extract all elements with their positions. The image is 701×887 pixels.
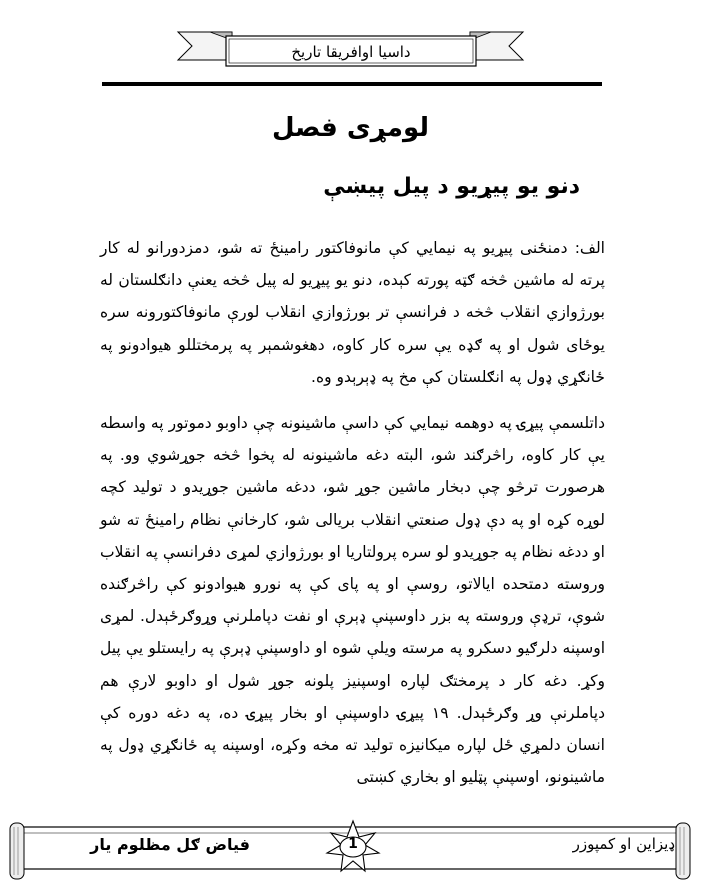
page-number: 1 — [348, 836, 358, 852]
page-footer — [0, 815, 701, 887]
page-header — [0, 0, 701, 100]
chapter-title: لومړی فصل — [271, 113, 430, 143]
header-title: داسیا اوافریقا تاریخ — [291, 43, 411, 61]
paragraph-1: الف: دمنځنی پیړیو په نیمایي کې مانوفاکتور رامینځ ته شو، دمزدورانو له کار پرته له ماشین څخه ګټه پورته کېده، دنو یو پیړیو له پیل څخه یعنې دانګلستان له بورژوازي انقلاب څخه د فرانسې تر بورژوازي انقلاب لورې مانوفاکتورونه سره یوځای شول او په ګډه یې سره کار کاوه، دهغوشمېر په پرمختللو هیوادونو په ځانګړي ډول په انګلستان کې مخ په ډېرېدو وه. — [100, 239, 605, 386]
header-rule — [102, 82, 602, 86]
footer-designer-label: ډیزاین او کمپوزر — [572, 835, 675, 853]
footer-author: فیاض ګل مظلوم یار — [90, 835, 250, 854]
paragraph-2: داتلسمې پیړۍ په دوهمه نیمایي کې داسې ماشینونه چې داوبو دموتور په واسطه یې کار کاوه، راڅرګند شو، البته دغه ماشینونه له پخوا څخه جوړشوي وو. په هرصورت ترڅو چې دبخار ماشین جوړ شو، ددغه ماشین جوړیدو د تولید کچه لوړه کړه او په دې ډول صنعتي انقلاب بریالی شو، کارخانې نظام رامینځ ته شو او ددغه نظام په جوړیدو لو سره پرولتاریا او بورژوازي لمړی دفرانسې په انقلاب وروسته دمتحده ایالاتو، روسې او په پای کې په نورو هیوادونو کې راڅرګنده شوې، ترډې وروسته په بزر داوسپنې ډېرې او نفت دپاملرنې وړوګرځېدل. لمړی اوسپنه دلرګیو دسکرو په مرسته ویلې شوه او داوسپنې ډېرې په رایستلو یې پیل وکړ. دغه کار د پرمختګ لپاره اوسپنیز پلونه جوړ شول او داوبو لارې هم دپاملرنې وړ وګرځېدل. ۱۹ پیړۍ داوسپنې او بخار پیړۍ ده، په دغه دوره کې انسان دلمړي ځل لپاره میکانیزه تولید ته مخه وکړه، اوسپنه په ځانګړي ډول په ماشینونو، اوسپنې پټلیو او بخاري کښتی — [100, 414, 605, 787]
body-text — [100, 232, 605, 793]
section-title: دنو یو پیړیو د پیل پیښې — [323, 174, 580, 199]
